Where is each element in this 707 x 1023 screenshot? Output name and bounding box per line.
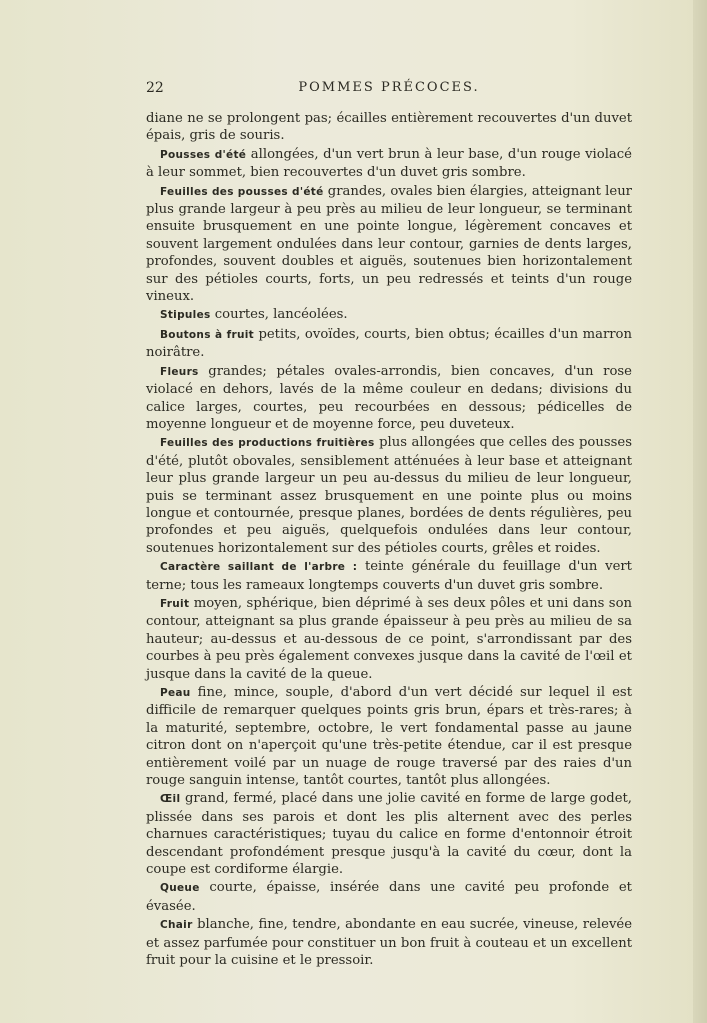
paragraph-feuilles-pousses	[146, 183, 632, 306]
paragraph-fleurs	[146, 363, 632, 434]
paragraph-label: Œil	[160, 793, 181, 806]
paragraph-text: grand, fermé, placé dans une jolie cavité en forme de large godet, plissée dans ses parois et dont les plis alternent avec des perles charnues caractéristiques; tuyau du calice en forme d'entonnoir étroit descendant profondément presque jusqu'à la cavité du cœur, dont la coupe est cordiforme élargie.	[146, 791, 633, 878]
paragraph-label: Caractère saillant de l'arbre :	[160, 561, 358, 574]
running-title: POMMES PRÉCOCES.	[298, 80, 480, 95]
paragraph-text: fine, mince, souple, d'abord d'un vert décidé sur lequel il est difficile de remarquer quelques points gris brun, épars et très-rares; à la maturité, septembre, octobre, le vert fondamental passe au jaune citron dont on n'aperçoit qu'une très-petite étendue, car il est presque entièrement voilé par un nuage de rouge traversé par des raies d'un rouge sanguin intense, tantôt courtes, tantôt plus allongées.	[146, 685, 632, 789]
paragraph-pousses	[146, 146, 632, 182]
paragraph-label: Queue	[160, 882, 200, 895]
paragraph-continuation	[146, 110, 632, 145]
paragraph-label: Fleurs	[160, 365, 199, 378]
paragraph-text: grandes, ovales bien élargies, atteignant leur plus grande largeur à peu près au milieu de leur longueur, se terminant ensuite brusquement en une pointe longue, légèrement concaves et souvent largement ondulées dans leur contour, garnies de dents larges, profondes, souvent doubles et aiguës, soutenues bien horizontalement sur des pétioles courts, forts, un peu redressés et teints d'un rouge vineux.	[146, 183, 632, 305]
paragraph-text: diane ne se prolongent pas; écailles entièrement recouvertes d'un duvet épais, gris de souris.	[146, 111, 632, 144]
page-header	[146, 80, 632, 100]
paragraph-text: grandes; pétales ovales-arrondis, bien concaves, d'un rose violacé en dehors, lavés de la même couleur en dedans; divisions du calice larges, courtes, peu recourbées en dessous; pédicelles de moyenne longueur et de moyenne force, peu duveteux.	[146, 363, 632, 432]
page-edge-shadow	[693, 0, 707, 1023]
paragraph-label: Chair	[160, 919, 193, 932]
paragraph-text: teinte générale du feuillage d'un vert terne; tous les rameaux longtemps couverts d'un duvet gris sombre.	[146, 559, 632, 593]
page-number: 22	[146, 80, 164, 96]
paragraph-fruit	[146, 595, 632, 683]
paragraph-text: petits, ovoïdes, courts, bien obtus; écailles d'un marron noirâtre.	[146, 326, 632, 361]
paragraph-oeil	[146, 790, 632, 878]
paragraph-boutons	[146, 326, 632, 362]
paragraph-label: Feuilles des productions fruitières	[160, 437, 375, 450]
paragraph-label: Stipules	[160, 309, 211, 322]
paragraph-caractere	[146, 558, 632, 594]
paragraph-feuilles-productions	[146, 434, 632, 557]
paragraph-text: allongées, d'un vert brun à leur base, d'un rouge violacé à leur sommet, bien recouvertes d'un duvet gris sombre.	[146, 146, 632, 181]
paragraph-text: plus allongées que celles des pousses d'été, plutôt obovales, sensiblement atténuées à leur base et atteignant leur plus grande largeur un peu au-dessus du milieu de leur longueur, puis se terminant assez brusquement en une pointe plus ou moins longue et contournée, presque planes, bordées de dents régulières, peu profondes et peu aiguës, quelquefois ondulées dans leur contour, soutenues horizontalement sur des pétioles courts, grêles et roides.	[146, 435, 632, 556]
page-body	[146, 110, 632, 971]
paragraph-stipules	[146, 306, 632, 324]
paragraph-text: courtes, lancéolées.	[214, 307, 348, 323]
paragraph-label: Feuilles des pousses d'été	[160, 185, 324, 198]
paragraph-text: courte, épaisse, insérée dans une cavité peu profonde et évasée.	[146, 880, 632, 914]
paragraph-label: Boutons à fruit	[160, 328, 254, 341]
paragraph-label: Pousses d'été	[160, 148, 247, 161]
paragraph-queue	[146, 879, 632, 915]
paragraph-label: Peau	[160, 687, 191, 699]
paragraph-label: Fruit	[160, 597, 190, 610]
paragraph-text: blanche, fine, tendre, abondante en eau sucrée, vineuse, relevée et assez parfumée pour constituer un bon fruit à couteau et un excellent fruit pour la cuisine et le pressoir.	[146, 917, 632, 969]
paragraph-peau	[146, 684, 632, 789]
paragraph-chair	[146, 916, 632, 969]
paragraph-text: moyen, sphérique, bien déprimé à ses deux pôles et uni dans son contour, atteignant sa plus grande épaisseur à peu près au milieu de sa hauteur; au-dessus et au-dessous de ce point, s'arrondissant par des courbes à peu près également convexes jusque dans la cavité de l'œil et jusque dans la cavité de la queue.	[146, 595, 632, 682]
